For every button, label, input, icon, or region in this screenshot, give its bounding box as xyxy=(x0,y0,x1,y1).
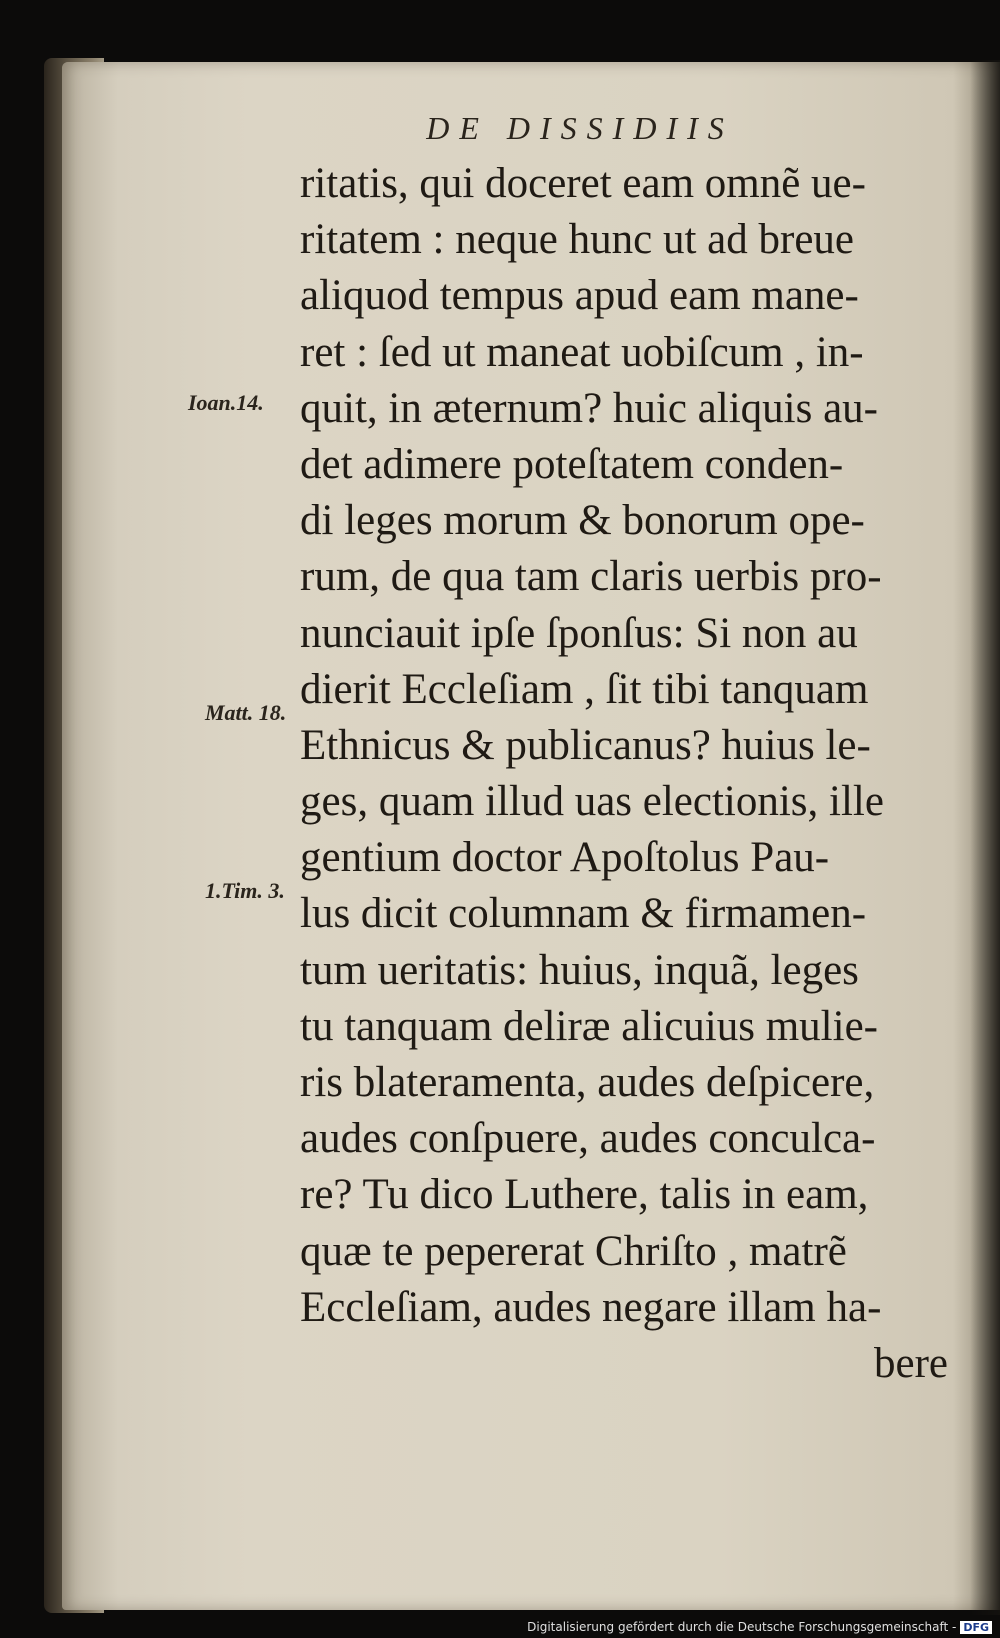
marginal-note-tim: 1.Tim. 3. xyxy=(205,878,285,903)
text-line: di leges morum & bonorum ope- xyxy=(300,497,865,545)
marginal-note-matt: Matt. 18. xyxy=(205,700,287,725)
catchword: bere xyxy=(874,1339,948,1387)
body-text xyxy=(300,156,990,1392)
text-line: Eccleſiam, audes negare illam ha- xyxy=(300,1283,882,1331)
text-line: ris blateramenta, audes deſpicere, xyxy=(300,1059,875,1106)
text-line: ret : ſed ut maneat uobiſcum , in- xyxy=(300,328,864,376)
text-line: ritatem : neque hunc ut ad breue xyxy=(300,216,855,264)
text-line: rum, de qua tam claris uerbis pro- xyxy=(300,553,882,601)
dfg-logo: DFG xyxy=(960,1621,992,1634)
footer-text: Digitalisierung gefördert durch die Deutsche Forschungsgemeinschaft - xyxy=(527,1620,957,1634)
digitization-footer xyxy=(527,1620,992,1634)
text-line: lus dicit columnam & firmamen- xyxy=(300,890,867,938)
text-line: audes conſpuere, audes conculca- xyxy=(300,1115,876,1163)
text-line: tu tanquam deliræ alicuius mulie- xyxy=(300,1002,878,1050)
text-line: re? Tu dico Luthere, talis in eam, xyxy=(300,1171,869,1219)
marginal-note-joan: Ioan.14. xyxy=(188,390,264,415)
text-line: ritatis, qui doceret eam omnẽ ue- xyxy=(300,160,866,207)
running-head: DE DISSIDIIS xyxy=(426,110,734,146)
text-line: aliquod tempus apud eam mane- xyxy=(300,272,859,320)
text-line: det adimere poteſtatem conden- xyxy=(300,440,844,488)
text-line: ges, quam illud uas electionis, ille xyxy=(300,778,884,826)
text-line: dierit Eccleſiam , ſit tibi tanquam xyxy=(300,665,869,713)
text-line: nunciauit ipſe ſponſus: Si non au xyxy=(300,609,858,657)
text-line: tum ueritatis: huius, inquã, leges xyxy=(300,946,859,994)
text-line: quit, in æternum? huic aliquis au- xyxy=(300,384,879,432)
text-line: quæ te pepererat Chriſto , matrẽ xyxy=(300,1227,847,1275)
text-line: gentium doctor Apoſtolus Pau- xyxy=(300,834,830,882)
text-line: Ethnicus & publicanus? huius le- xyxy=(300,721,871,769)
